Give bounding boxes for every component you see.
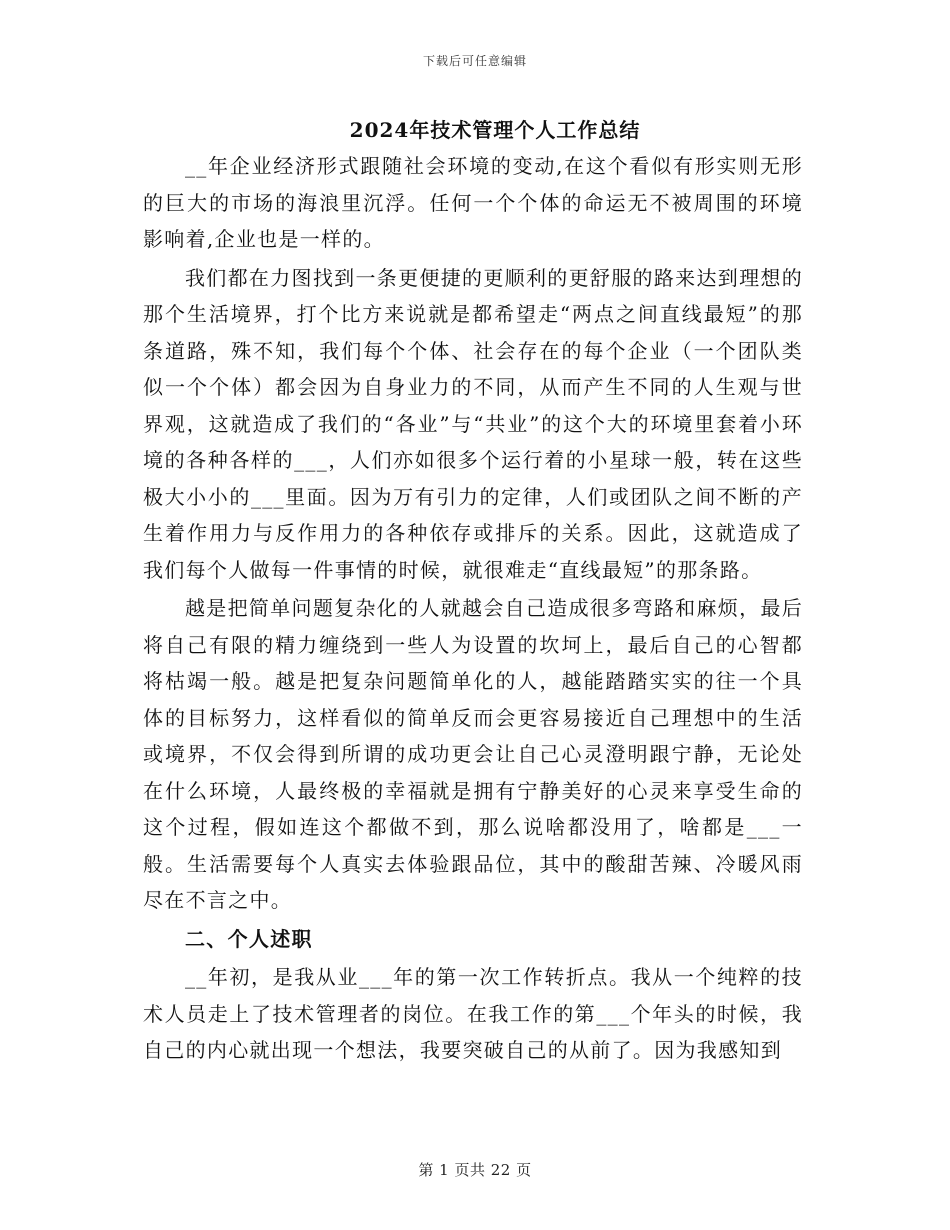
body-paragraph-1: __年企业经济形式跟随社会环境的变动,在这个看似有形实则无形的巨大的市场的海浪里沉浮。任何一个个体的命运无不被周围的环境影响着,企业也是一样的。 bbox=[143, 154, 803, 251]
section-paragraph: __年初，是我从业___年的第一次工作转折点。我从一个纯粹的技术人员走上了技术管理者的岗位。在我工作的第___个年头的时候，我自己的内心就出现一个想法，我要突破自己的从前了。因为我感知到 bbox=[143, 965, 803, 1062]
document-title: 2024年技术管理个人工作总结 bbox=[349, 118, 641, 142]
section-heading: 二、个人述职 bbox=[185, 926, 313, 951]
page-number-footer: 第 1 页共 22 页 bbox=[418, 1161, 532, 1179]
body-paragraph-2: 我们都在力图找到一条更便捷的更顺利的更舒服的路来达到理想的那个生活境界，打个比方来说就是都希望走“两点之间直线最短”的那条道路，殊不知，我们每个个体、社会存在的每个企业（一个团队类似一个个体）都会因为自身业力的不同，从而产生不同的人生观与世界观，这就造成了我们的“各业”与“共业”的这个大的环境里套着小环境的各种各样的___，人们亦如很多个运行着的小星球一般，转在这些极大小小的___里面。因为万有引力的定律，人们或团队之间不断的产生着作用力与反作用力的各种依存或排斥的关系。因此，这就造成了我们每个人做每一件事情的时候，就很难走“直线最短”的那条路。 bbox=[143, 265, 803, 582]
body-paragraph-3: 越是把简单问题复杂化的人就越会自己造成很多弯路和麻烦，最后将自己有限的精力缠绕到一些人为设置的坎坷上，最后自己的心智都将枯竭一般。越是把复杂问题简单化的人，越能踏踏实实的往一个具体的目标努力，这样看似的简单反而会更容易接近自己理想中的生活或境界，不仅会得到所谓的成功更会让自己心灵澄明跟宁静，无论处在什么环境，人最终极的幸福就是拥有宁静美好的心灵来享受生命的这个过程，假如连这个都做不到，那么说啥都没用了，啥都是___一般。生活需要每个人真实去体验跟品位，其中的酸甜苦辣、冷暖风雨尽在不言之中。 bbox=[143, 596, 803, 912]
page-header-note: 下载后可任意编辑 bbox=[422, 54, 527, 68]
document-body bbox=[143, 148, 803, 1071]
